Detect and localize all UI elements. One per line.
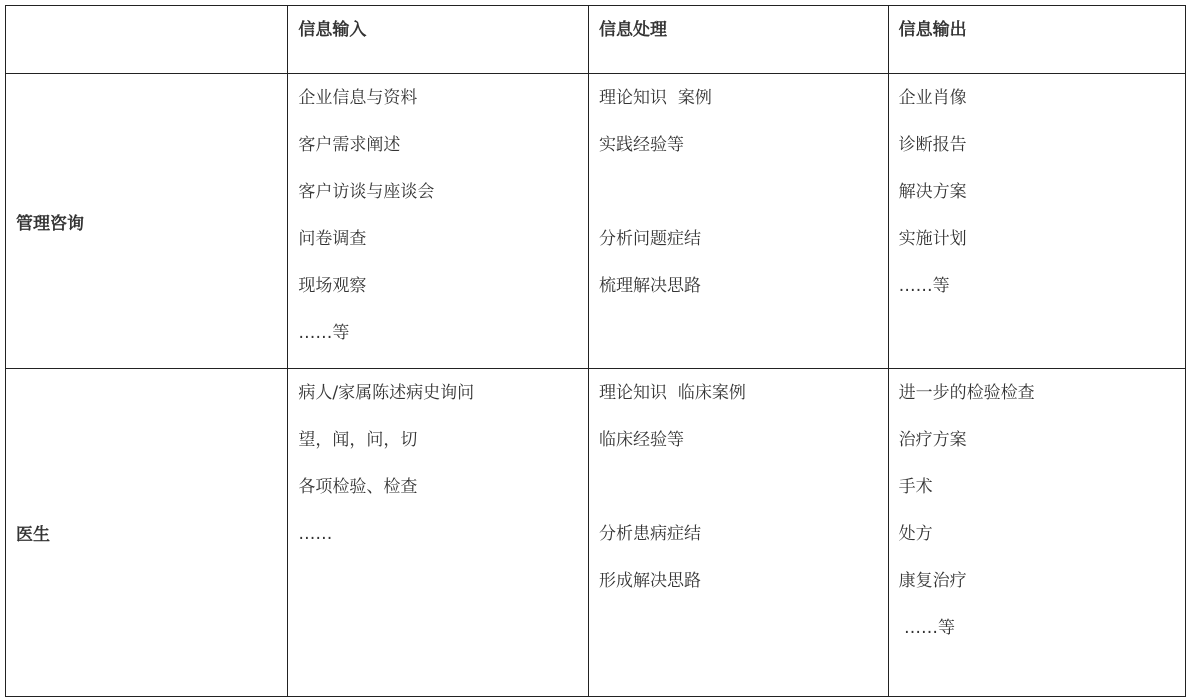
list-item: …… xyxy=(298,524,333,544)
list-item: 进一步的检验检查 xyxy=(898,383,1035,403)
list-item: 病人/家属陈述病史询问 xyxy=(298,383,475,403)
header-output: 信息输出 xyxy=(888,6,1185,74)
list-item: ……等 xyxy=(298,323,350,343)
doctor-output-cell xyxy=(888,369,1185,697)
list-item: 问卷调查 xyxy=(298,229,367,249)
consulting-output-cell xyxy=(888,74,1185,369)
list-item: 梳理解决思路 xyxy=(599,276,702,296)
row-label-consulting: 管理咨询 xyxy=(6,74,288,369)
blank-line xyxy=(599,180,888,204)
consulting-process-cell xyxy=(589,74,889,369)
doctor-process-cell xyxy=(589,369,889,697)
list-item: 康复治疗 xyxy=(898,571,967,591)
list-item: ……等 xyxy=(898,618,956,638)
list-item: 临床经验等 xyxy=(599,430,685,450)
list-item: 实践经验等 xyxy=(599,135,685,155)
list-item: 现场观察 xyxy=(298,276,367,296)
list-item: 治疗方案 xyxy=(898,430,967,450)
table-row-consulting xyxy=(6,74,1186,369)
header-input: 信息输入 xyxy=(288,6,589,74)
blank-line xyxy=(599,475,888,499)
list-item: 实施计划 xyxy=(898,229,967,249)
list-item: 形成解决思路 xyxy=(599,571,702,591)
row-label-doctor: 医生 xyxy=(6,369,288,697)
list-item: 企业信息与资料 xyxy=(298,88,418,108)
list-item: 分析问题症结 xyxy=(599,229,702,249)
table-row-doctor xyxy=(6,369,1186,697)
list-item: 解决方案 xyxy=(898,182,967,202)
corner-cell xyxy=(6,6,288,74)
list-item: 理论知识 案例 xyxy=(599,88,712,108)
list-item: 理论知识 临床案例 xyxy=(599,383,746,403)
header-row xyxy=(6,6,1186,74)
list-item: 分析患病症结 xyxy=(599,524,702,544)
consulting-input-cell xyxy=(288,74,589,369)
list-item: 处方 xyxy=(898,524,933,544)
list-item: 望，闻，问，切 xyxy=(298,430,418,450)
list-item: 客户访谈与座谈会 xyxy=(298,182,435,202)
list-item: 企业肖像 xyxy=(898,88,967,108)
list-item: 诊断报告 xyxy=(898,135,967,155)
comparison-table xyxy=(5,5,1186,697)
list-item: 各项检验、检查 xyxy=(298,477,418,497)
header-process: 信息处理 xyxy=(589,6,889,74)
doctor-input-cell xyxy=(288,369,589,697)
list-item: 客户需求阐述 xyxy=(298,135,401,155)
list-item: ……等 xyxy=(898,276,950,296)
list-item: 手术 xyxy=(898,477,933,497)
